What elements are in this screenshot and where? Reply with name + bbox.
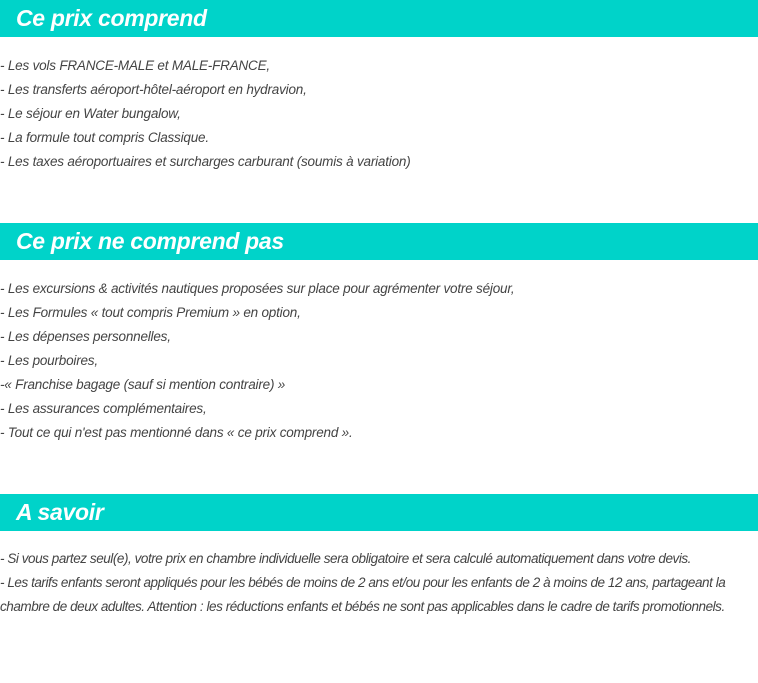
section-title: A savoir	[16, 499, 104, 525]
included-list	[0, 54, 758, 174]
list-item: - Les pourboires,	[0, 353, 98, 368]
list-item: - Tout ce qui n'est pas mentionné dans « ce prix comprend ».	[0, 425, 353, 440]
list-item: - Les dépenses personnelles,	[0, 329, 171, 344]
not-included-list	[0, 277, 758, 445]
list-item: - Les excursions & activités nautiques proposées sur place pour agrémenter votre séjour,	[0, 281, 515, 296]
list-item: - Les assurances complémentaires,	[0, 401, 207, 416]
list-item: - Les tarifs enfants seront appliqués pour les bébés de moins de 2 ans et/ou pour les enfants de 2 à moins de 12 ans, partageant la chambre de deux adultes. Attention : les réductions enfants et bébés ne sont pas applicables dans le cadre de tarifs promotionnels.	[0, 575, 726, 614]
good-to-know-list	[0, 547, 758, 619]
section-title: Ce prix ne comprend pas	[16, 228, 284, 254]
list-item: - Les transferts aéroport-hôtel-aéroport en hydravion,	[0, 82, 307, 97]
section-title: Ce prix comprend	[16, 5, 207, 31]
section-header-good-to-know	[0, 494, 758, 531]
list-item: - Les Formules « tout compris Premium » en option,	[0, 305, 301, 320]
list-item: -« Franchise bagage (sauf si mention contraire) »	[0, 377, 286, 392]
section-header-included	[0, 0, 758, 37]
list-item: - Les taxes aéroportuaires et surcharges carburant (soumis à variation)	[0, 154, 411, 169]
list-item: - Si vous partez seul(e), votre prix en chambre individuelle sera obligatoire et sera calculé automatiquement dans votre devis.	[0, 551, 691, 566]
section-header-not-included	[0, 223, 758, 260]
list-item: - Le séjour en Water bungalow,	[0, 106, 181, 121]
list-item: - Les vols FRANCE-MALE et MALE-FRANCE,	[0, 58, 270, 73]
list-item: - La formule tout compris Classique.	[0, 130, 209, 145]
